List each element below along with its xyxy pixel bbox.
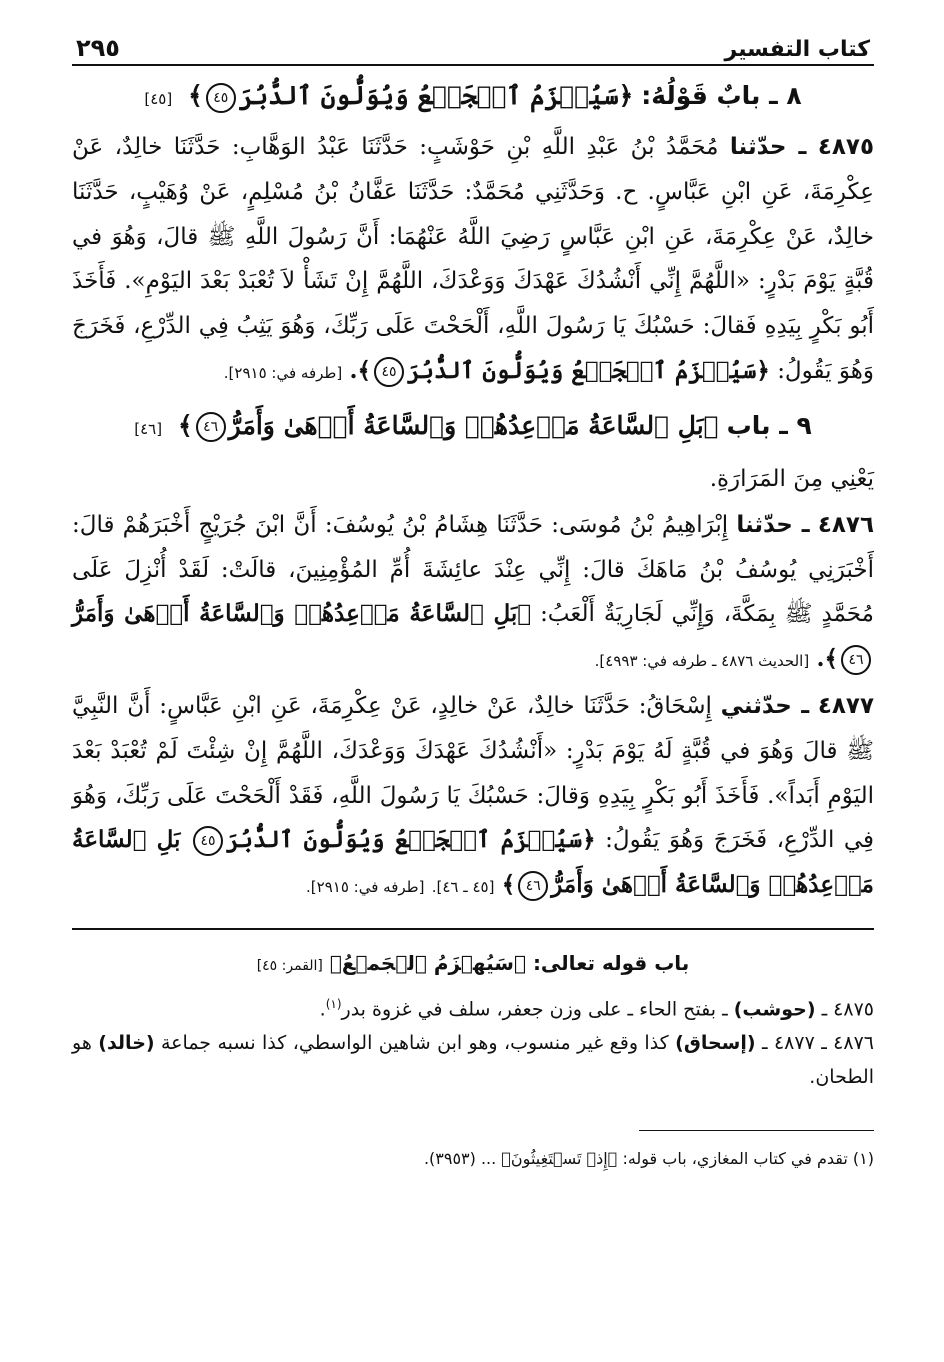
hadith-4876-lead: ـ حدّثنا [736, 511, 810, 538]
footnote-verse: ﴿إِذۡ تَسۡتَغِيثُونَ﴾ [501, 1149, 618, 1169]
bab-9-verse-ref: [٤٦] [134, 419, 163, 438]
hadith-4877-verse-ref: [٤٥ ـ ٤٦]. [431, 878, 495, 897]
hadith-4876-tarf: [الحديث ٤٨٧٦ ـ طرفه في: ٤٩٩٣]. [594, 652, 810, 671]
hadith-4876-number: ٤٨٧٦ [817, 511, 874, 538]
footnote-marker: (١) [325, 996, 342, 1011]
commentary-4876-term-1: (إسحاق) [675, 1032, 756, 1055]
hadith-4876-text: إِبْرَاهِيمُ بْنُ مُوسَى: حَدَّثَنَا هِشَامُ بْنُ يُوسُفَ: أَنَّ ابْنَ جُرَيْجٍ أَخْبَرَهُمْ قالَ: أَخْبَرَنِي يُوسُفُ بْنُ مَاهَكَ قالَ: إِنِّي عِنْدَ عائِشَةَ أُمِّ المُؤْمِنِينَ، قالَتْ: لَقَدْ أُنْزِلَ عَلَى مُحَمَّدٍ ﷺ بِمَكَّةَ، وَإِنِّي لَجَارِيَةٌ أَلْعَبُ: [72, 511, 874, 628]
hadith-4877-number: ٤٨٧٧ [817, 692, 874, 719]
footnote-end: ... (٣٩٥٣). [423, 1149, 497, 1169]
hadith-4877-verse-1: ﴿سَيُهۡزَمُ ٱلۡجَمۡعُ وَيُوَلُّونَ ٱلدُّبُرَ [226, 826, 596, 854]
bab-9-verse: ﴿بَلِ ٱلسَّاعَةُ مَوۡعِدُهُمۡ وَٱلسَّاعَةُ أَدۡهَىٰ وَأَمَرُّ [228, 410, 719, 440]
verse-close-bracket: ﴾. [349, 356, 371, 384]
ayah-number-marker: ٤٥ [206, 83, 236, 113]
hadith-4877 [72, 684, 874, 910]
commentary-section [72, 946, 874, 1094]
ayah-number-marker: ٤٦ [196, 412, 226, 442]
ayah-number-marker: ٤٦ [841, 645, 871, 675]
hadith-4875-lead: ـ حدّثنا [729, 134, 807, 160]
bab-9-label: ٩ ـ باب [726, 410, 812, 440]
hadith-4875 [72, 125, 874, 396]
commentary-4875-number: ٤٨٧٥ ـ [821, 998, 874, 1021]
verse-close-bracket: ﴾ [188, 81, 203, 110]
commentary-title [72, 946, 874, 983]
commentary-title-ref: [القمر: ٤٥] [256, 957, 323, 974]
commentary-4875 [72, 987, 874, 1026]
commentary-4876-number: ٤٨٧٦ ـ ٤٨٧٧ ـ [761, 1032, 874, 1055]
footnote-text: تقدم في كتاب المغازي، باب قوله: [622, 1149, 848, 1169]
bab-8-label: ٨ ـ بابٌ قَوْلُهُ: [641, 81, 802, 110]
commentary-title-label: باب قوله تعالى: [532, 950, 690, 975]
commentary-4875-end: . [319, 998, 326, 1021]
commentary-separator [72, 928, 874, 930]
hadith-4875-verse: ﴿سَيُهۡزَمُ ٱلۡجَمۡعُ وَيُوَلُّونَ ٱلدُّبُرَ [406, 356, 770, 384]
ayah-number-marker: ٤٦ [518, 871, 548, 901]
verse-close-bracket: ﴾. [816, 645, 838, 673]
bab-9-gloss: يَعْنِي مِنَ المَرَارَةِ. [709, 465, 874, 492]
commentary-4875-term: (حوشب) [733, 998, 816, 1021]
bab-8-verse-ref: [٤٥] [144, 90, 173, 108]
commentary-4875-text: ـ بفتح الحاء ـ على وزن جعفر، سلف في غزوة بدر [341, 998, 728, 1021]
ayah-number-marker: ٤٥ [374, 357, 404, 387]
verse-close-bracket: ﴾ [501, 871, 516, 899]
bab-8-verse: ﴿سَيُهۡزَمُ ٱلۡجَمۡعُ وَيُوَلُّونَ ٱلدُّبُرَ [238, 81, 634, 110]
footnote-rule [639, 1130, 874, 1131]
bab-9-heading [72, 400, 874, 455]
hadith-4875-number: ٤٨٧٥ [817, 134, 874, 160]
hadith-4876-verse: ﴿بَلِ ٱلسَّاعَةُ مَوۡعِدُهُمۡ وَٱلسَّاعَةُ أَدۡهَىٰ وَأَمَرُّ [72, 600, 532, 628]
commentary-4876-text-2: هو الطحان. [72, 1032, 874, 1089]
book-title: كتاب التفسير [724, 37, 870, 62]
ayah-number-marker: ٤٥ [193, 826, 223, 856]
footnote [72, 1149, 874, 1168]
hadith-4877-lead: ـ حدّثني [720, 692, 810, 719]
verse-close-bracket: ﴾ [178, 410, 193, 440]
footnote-number: (١) [852, 1149, 874, 1169]
bab-8-heading [72, 70, 874, 125]
hadith-4876 [72, 503, 874, 684]
hadith-4877-verse-2: بَلِ ٱلسَّاعَةُ مَوۡعِدُهُمۡ وَٱلسَّاعَةُ أَدۡهَىٰ وَأَمَرُّ [72, 826, 874, 899]
hadith-4875-text: مُحَمَّدُ بْنُ عَبْدِ اللَّهِ بْنِ حَوْشَبٍ: حَدَّثَنَا عَبْدُ الوَهَّابِ: حَدَّثَنَا خالِدٌ، عَنْ عِكْرِمَةَ، عَنِ ابْنِ عَبَّاسٍ. ح. وَحَدَّثَنِي مُحَمَّدٌ: حَدَّثَنَا عَفَّانُ بْنُ مُسْلِمٍ، عَنْ وُهَيْبٍ، حَدَّثَنَا خالِدٌ، عَنْ عِكْرِمَةَ، عَنِ ابْنِ عَبَّاسٍ رَضِيَ اللَّهُ عَنْهُمَا: أَنَّ رَسُولَ اللَّهِ ﷺ قالَ، وَهُوَ في قُبَّةٍ يَوْمَ بَدْرٍ: «اللَّهُمَّ إِنِّي أَنْشُدُكَ عَهْدَكَ وَوَعْدَكَ، اللَّهُمَّ إِنْ تَشَأْ لاَ تُعْبَدْ بَعْدَ اليَوْمِ». فَأَخَذَ أَبُو بَكْرٍ بِيَدِهِ فَقالَ: حَسْبُكَ يَا رَسُولَ اللَّهِ، أَلْحَحْتَ عَلَى رَبِّكَ، وَهُوَ يَثِبُ فِي الدِّرْعِ، فَخَرَجَ وَهُوَ يَقُولُ: [72, 134, 874, 384]
commentary-title-verse: ﴿سَيُهۡزَمُ ٱلۡجَمۡعُ﴾ [329, 950, 526, 975]
commentary-4876-text-1: كذا وقع غير منسوب، وهو ابن شاهين الواسطي، كذا نسبه جماعة [161, 1032, 669, 1055]
hadith-4875-tarf: [طرفه في: ٢٩١٥]. [223, 363, 343, 382]
commentary-4876-term-2: (خالد) [98, 1032, 155, 1055]
page-number: ٢٩٥ [76, 34, 120, 62]
hadith-4877-text: إِسْحَاقُ: حَدَّثَنَا خالِدٌ، عَنْ خالِدٍ، عَنْ عِكْرِمَةَ، عَنِ ابْنِ عَبَّاسٍ: أَنَّ النَّبِيَّ ﷺ قالَ وَهُوَ في قُبَّةٍ لَهُ يَوْمَ بَدْرٍ: «أَنْشُدُكَ عَهْدَكَ وَوَعْدَكَ، اللَّهُمَّ إِنْ شِئْتَ لَمْ تُعْبَدْ بَعْدَ اليَوْمِ أَبَداً». فَأَخَذَ أَبُو بَكْرٍ بِيَدِهِ وَقالَ: حَسْبُكَ يَا رَسُولَ اللَّهِ، فَقَدْ أَلْحَحْتَ عَلَى رَبِّكَ، وَهُوَ فِي الدِّرْعِ، فَخَرَجَ وَهُوَ يَقُولُ: [72, 692, 875, 854]
commentary-4876-4877 [72, 1026, 874, 1094]
running-head [72, 22, 874, 66]
hadith-4877-tarf: [طرفه في: ٢٩١٥]. [306, 878, 425, 897]
